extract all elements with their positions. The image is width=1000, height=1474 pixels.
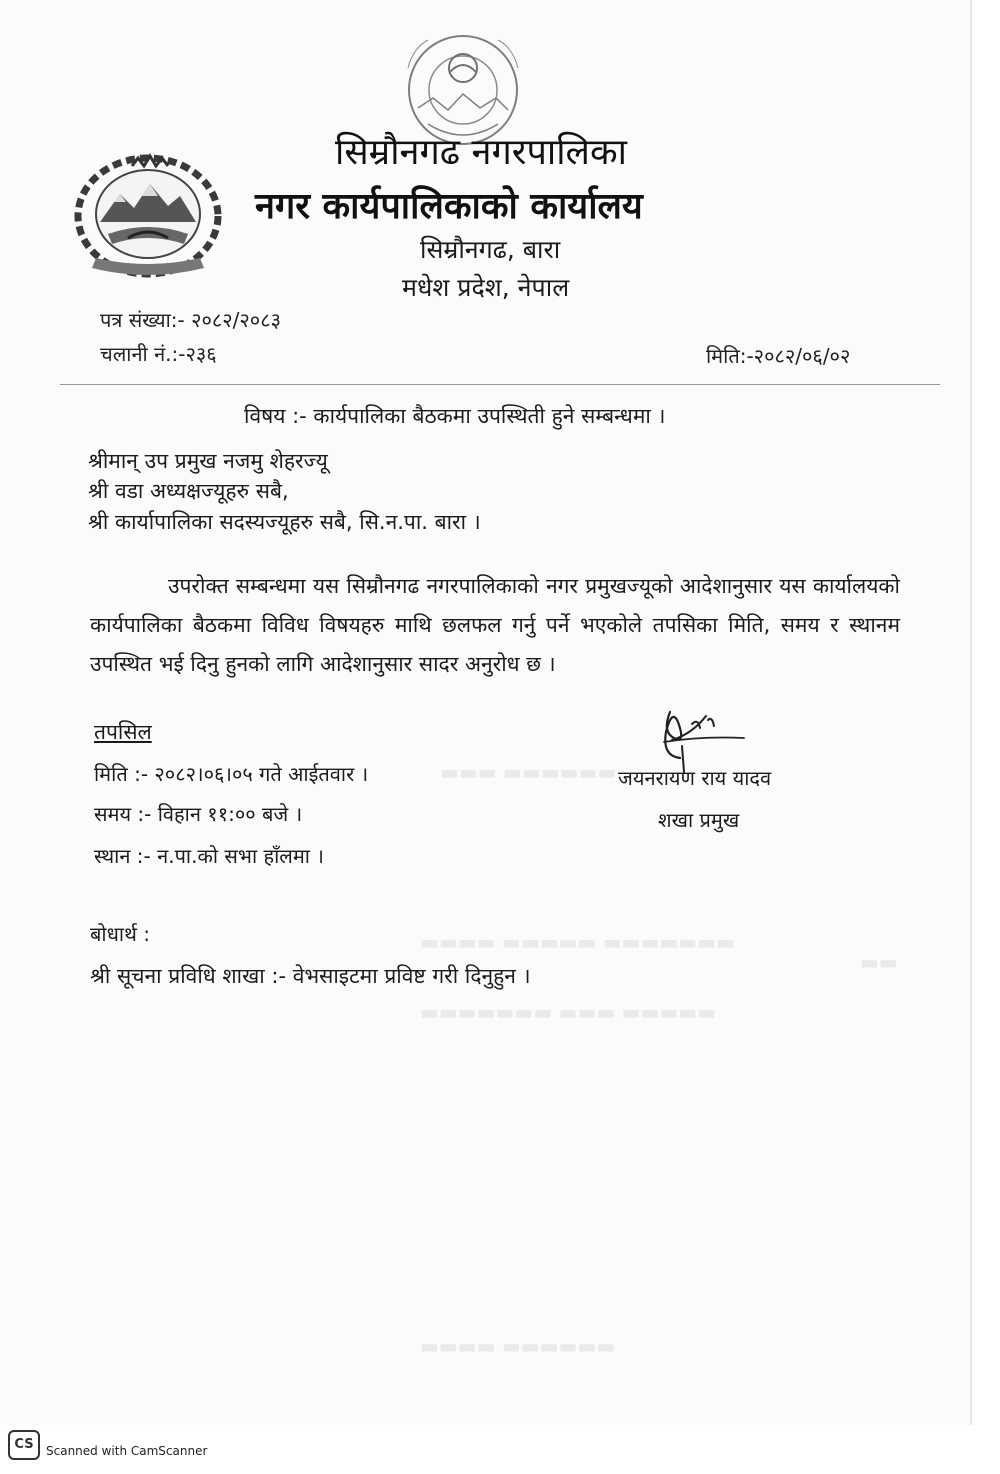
cc-line: श्री सूचना प्रविधि शाखा :- वेभसाइटमा प्रविष्ट गरी दिनुहुन । — [90, 964, 531, 988]
cc-heading: बोधार्थ : — [90, 922, 150, 946]
office-name: नगर कार्यपालिकाको कार्यालय — [255, 186, 643, 227]
dispatch-number: चलानी नं.:-२३६ — [100, 342, 217, 366]
signatory-name: जयनरायण राय यादव — [618, 766, 772, 790]
letter-date: मिति:-२०८२/०६/०२ — [706, 344, 851, 368]
bleed-through: ▬▬ — [860, 950, 898, 974]
signatory-title: शखा प्रमुख — [658, 808, 740, 832]
meeting-place: स्थान :- न.पा.को सभा हाँलमा । — [94, 844, 324, 868]
body-paragraph: उपरोक्त सम्बन्धमा यस सिम्रौनगढ नगरपालिकाको नगर प्रमुखज्यूको आदेशानुसार यस कार्यालयको कार्यपालिका बैठकमा विविध विषयहरु माथि छलफल गर्नु पर्ने भएकोले तपसिका मिति, समय र स्थानम उपस्थित भई दिनु हुनको लागि आदेशानुसार सादर अनुरोध छ । — [90, 574, 900, 676]
bleed-through: ▬▬▬▬▬▬▬ ▬▬▬ ▬▬▬▬▬ — [420, 1000, 717, 1024]
address-line-1: सिम्रौनगढ, बारा — [420, 235, 561, 264]
recipient-line: श्री वडा अध्यक्षज्यूहरु सबै, — [88, 479, 289, 503]
scanner-watermark: Scanned with CamScanner — [46, 1444, 208, 1458]
details-heading: तपसिल — [94, 720, 152, 744]
reference-number: पत्र संख्या:- २०८२/२०८३ — [100, 308, 282, 332]
nepal-emblem-icon — [72, 150, 224, 278]
header-divider — [60, 384, 940, 385]
bleed-through: ▬▬▬ ▬▬▬▬▬▬ — [440, 760, 617, 784]
bleed-through: ▬▬▬▬ ▬▬▬▬▬▬ — [420, 1334, 616, 1358]
subject-line: विषय :- कार्यपालिका बैठकमा उपस्थिती हुने सम्बन्धमा । — [244, 404, 666, 428]
camscanner-logo-icon: CS — [8, 1430, 40, 1460]
address-line-2: मधेश प्रदेश, नेपाल — [402, 273, 570, 302]
meeting-time: समय :- विहान ११:०० बजे । — [94, 802, 303, 826]
meeting-date: मिति :- २०८२।०६।०५ गते आईतवार । — [94, 762, 369, 786]
org-name: सिम्रौनगढ नगरपालिका — [335, 132, 627, 173]
recipient-line: श्रीमान् उप प्रमुख नजमु शेहरज्यू — [88, 449, 328, 473]
bleed-through: ▬▬▬▬ ▬▬▬▬▬ ▬▬▬▬▬▬▬ — [420, 930, 736, 954]
recipient-line: श्री कार्यापालिका सदस्यज्यूहरु सबै, सि.न.पा. बारा । — [88, 510, 481, 534]
